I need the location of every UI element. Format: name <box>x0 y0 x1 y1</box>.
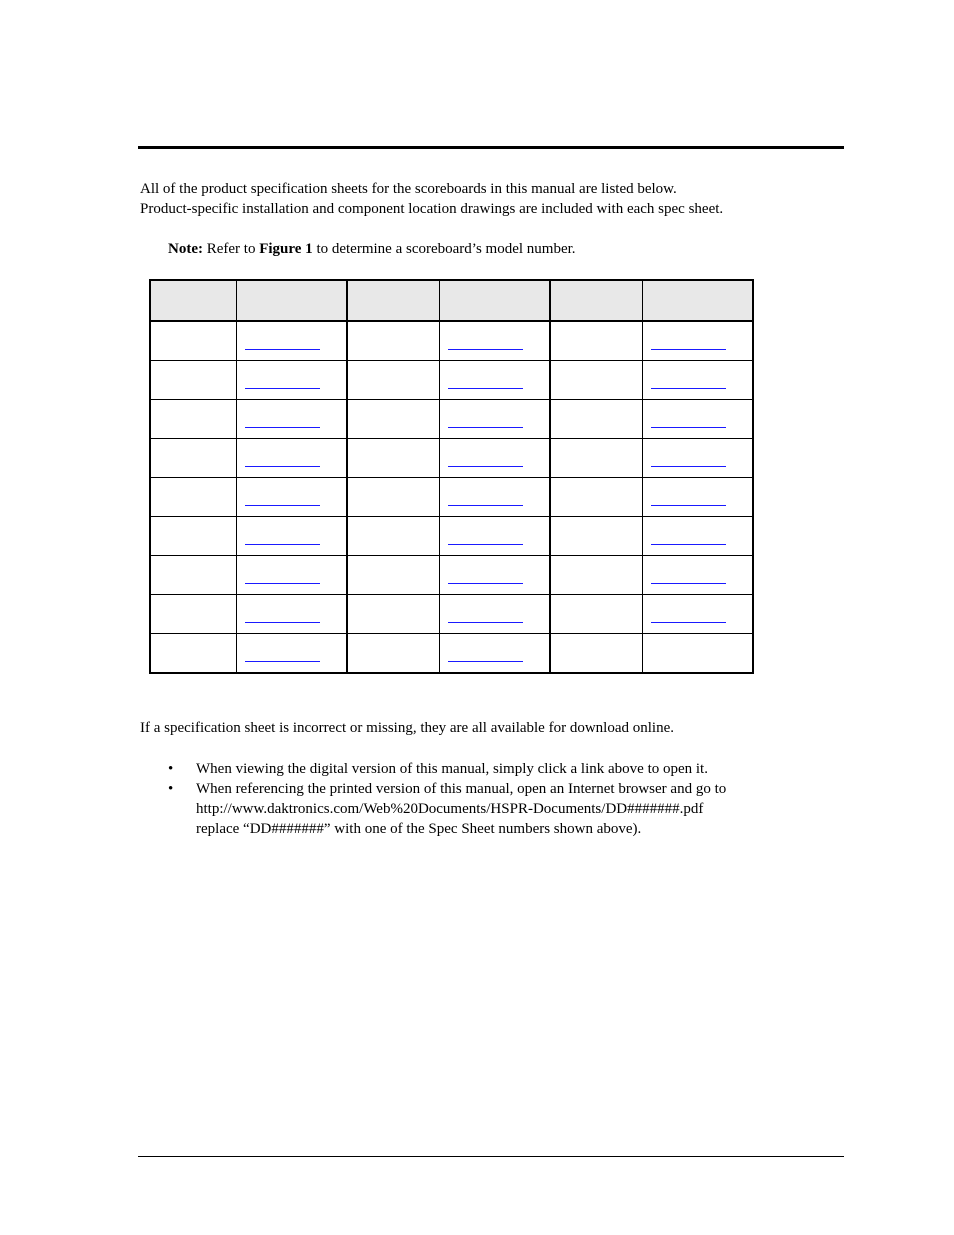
spec-sheet-link-cell[interactable] <box>439 321 550 361</box>
spec-sheet-link-cell[interactable] <box>642 478 753 517</box>
model-cell <box>150 361 236 400</box>
model-cell <box>550 517 642 556</box>
spec-sheet-link-cell[interactable] <box>642 439 753 478</box>
bullet-icon: • <box>168 761 174 777</box>
model-cell <box>150 595 236 634</box>
spec-sheet-link-cell[interactable] <box>439 478 550 517</box>
spec-sheet-link[interactable] <box>448 660 523 662</box>
spec-sheet-link-cell[interactable] <box>642 556 753 595</box>
table-row <box>150 439 753 478</box>
model-cell <box>347 439 439 478</box>
table-row <box>150 517 753 556</box>
spec-sheet-link-cell[interactable] <box>642 517 753 556</box>
header-rule <box>138 146 844 149</box>
spec-sheet-link[interactable] <box>245 348 320 350</box>
table-row <box>150 361 753 400</box>
spec-sheet-link-cell[interactable] <box>439 556 550 595</box>
spec-sheet-link-cell[interactable] <box>439 517 550 556</box>
spec-sheet-link[interactable] <box>448 348 523 350</box>
spec-sheet-link[interactable] <box>245 582 320 584</box>
header-model-3 <box>550 280 642 321</box>
header-spec-sheet-2 <box>439 280 550 321</box>
spec-sheet-link[interactable] <box>245 660 320 662</box>
spec-sheet-link[interactable] <box>245 504 320 506</box>
model-cell <box>150 556 236 595</box>
model-cell <box>347 517 439 556</box>
model-cell <box>550 439 642 478</box>
bullet-text-1: When viewing the digital version of this manual, simply click a link above to open it. <box>196 761 708 777</box>
model-cell <box>347 361 439 400</box>
spec-sheet-link[interactable] <box>448 426 523 428</box>
intro-line-2: Product-specific installation and component location drawings are included with each spec sheet. <box>140 201 724 217</box>
model-cell <box>550 478 642 517</box>
bullet-text-2c: replace “DD#######” with one of the Spec Sheet numbers shown above). <box>196 821 642 837</box>
instructions-list <box>168 759 727 839</box>
model-cell <box>150 517 236 556</box>
spec-sheet-link-cell[interactable] <box>236 400 347 439</box>
model-cell <box>550 595 642 634</box>
table-row <box>150 595 753 634</box>
spec-sheet-link[interactable] <box>245 426 320 428</box>
spec-sheet-link-cell[interactable] <box>439 361 550 400</box>
model-cell <box>550 361 642 400</box>
spec-sheet-link-cell[interactable] <box>439 595 550 634</box>
spec-sheet-link[interactable] <box>245 387 320 389</box>
spec-sheet-link-cell[interactable] <box>642 361 753 400</box>
spec-sheet-link-cell[interactable] <box>236 517 347 556</box>
table-row <box>150 321 753 361</box>
spec-sheet-link[interactable] <box>651 582 726 584</box>
spec-sheet-link-cell[interactable] <box>439 439 550 478</box>
spec-sheet-link[interactable] <box>651 465 726 467</box>
model-cell <box>347 634 439 674</box>
header-spec-sheet-1 <box>236 280 347 321</box>
spec-sheet-link[interactable] <box>448 465 523 467</box>
model-cell <box>150 634 236 674</box>
model-cell <box>347 556 439 595</box>
spec-sheet-link[interactable] <box>448 621 523 623</box>
note-post: to determine a scoreboard’s model number. <box>312 241 576 257</box>
spec-sheet-link[interactable] <box>448 543 523 545</box>
table-row <box>150 556 753 595</box>
spec-sheet-link[interactable] <box>448 387 523 389</box>
spec-sheet-link-cell[interactable] <box>236 595 347 634</box>
spec-sheet-link-cell[interactable] <box>236 321 347 361</box>
model-cell <box>550 556 642 595</box>
header-spec-sheet-3 <box>642 280 753 321</box>
spec-sheet-link[interactable] <box>651 621 726 623</box>
model-cell <box>550 400 642 439</box>
spec-sheet-table <box>149 279 754 674</box>
header-model-2 <box>347 280 439 321</box>
spec-sheet-link-cell[interactable] <box>236 634 347 674</box>
header-model-1 <box>150 280 236 321</box>
table-row <box>150 478 753 517</box>
table-row <box>150 634 753 674</box>
note-pre: Refer to <box>202 241 260 257</box>
list-item <box>168 779 727 839</box>
spec-sheet-link[interactable] <box>651 348 726 350</box>
table-header-row <box>150 280 753 321</box>
bullet-icon: • <box>168 781 174 797</box>
spec-sheet-link-cell[interactable] <box>642 595 753 634</box>
spec-sheet-link-cell[interactable] <box>236 361 347 400</box>
model-cell <box>150 400 236 439</box>
spec-sheet-link-cell[interactable] <box>642 400 753 439</box>
spec-sheet-link[interactable] <box>651 387 726 389</box>
bullet-text-2a: When referencing the printed version of this manual, open an Internet browser and go to <box>196 781 727 797</box>
spec-sheet-link[interactable] <box>245 543 320 545</box>
model-cell <box>550 634 642 674</box>
spec-sheet-link[interactable] <box>245 465 320 467</box>
spec-sheet-link[interactable] <box>245 621 320 623</box>
spec-sheet-link[interactable] <box>651 426 726 428</box>
spec-sheet-link[interactable] <box>651 504 726 506</box>
table-row <box>150 400 753 439</box>
model-cell <box>150 439 236 478</box>
list-item <box>168 759 726 779</box>
spec-sheet-link[interactable] <box>448 582 523 584</box>
spec-sheet-link-cell[interactable] <box>236 439 347 478</box>
spec-sheet-link[interactable] <box>651 543 726 545</box>
note-label: Note: <box>168 241 203 257</box>
model-cell <box>347 595 439 634</box>
spec-sheet-link-cell[interactable] <box>439 634 550 674</box>
model-cell <box>150 321 236 361</box>
spec-sheet-link-cell[interactable] <box>439 400 550 439</box>
spec-sheet-link-cell[interactable] <box>236 478 347 517</box>
footer-rule <box>138 1156 844 1157</box>
download-url: http://www.daktronics.com/Web%20Documents/HSPR-Documents/DD#######.pdf <box>196 801 704 817</box>
spec-sheet-link-cell[interactable] <box>236 556 347 595</box>
model-cell <box>347 400 439 439</box>
download-paragraph: If a specification sheet is incorrect or missing, they are all available for download online. <box>140 720 674 736</box>
spec-sheet-cell <box>642 634 753 674</box>
spec-sheet-link[interactable] <box>448 504 523 506</box>
model-cell <box>347 478 439 517</box>
model-cell <box>150 478 236 517</box>
note-paragraph <box>168 239 576 259</box>
intro-line-1: All of the product specification sheets for the scoreboards in this manual are listed below. <box>140 181 677 197</box>
figure-reference: Figure 1 <box>259 241 313 257</box>
model-cell <box>347 321 439 361</box>
spec-sheet-link-cell[interactable] <box>642 321 753 361</box>
model-cell <box>550 321 642 361</box>
